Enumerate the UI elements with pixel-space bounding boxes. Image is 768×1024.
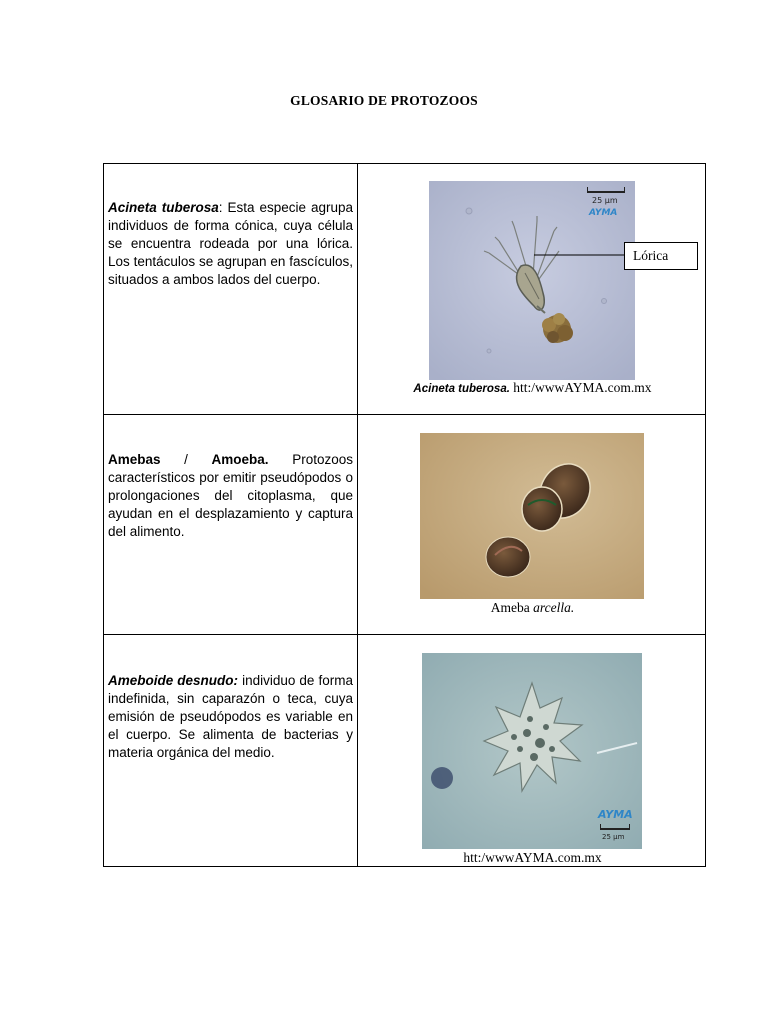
row-ameboide-description: [108, 672, 353, 762]
callout-line: [534, 249, 624, 259]
glossary-table: [103, 163, 706, 867]
term-acineta: Acineta tuberosa: [108, 200, 219, 215]
ayma-watermark: AYMA: [598, 808, 633, 821]
term-amebas: Amebas: [108, 452, 161, 467]
acineta-caption: Acineta tuberosa. htt:/wwwAYMA.com.mx: [413, 380, 652, 395]
page-title: GLOSARIO DE PROTOZOOS: [290, 93, 478, 108]
row-divider: [104, 414, 705, 415]
row-divider: [104, 634, 705, 635]
column-divider: [357, 164, 358, 866]
acineta-micrograph: [429, 181, 635, 380]
ameboide-caption: htt:/wwwAYMA.com.mx: [463, 850, 602, 865]
definition-text: Protozoos característicos por emitir pseudópodos o prolongaciones del citoplasma, que ayudan en el desplazamiento y captura del alimento.: [108, 452, 353, 539]
definition-text: individuo de forma indefinida, sin caparazón o teca, cuya emisión de pseudópodos es variable en el cuerpo. Se alimenta de bacterias y materia orgánica del medio.: [108, 673, 353, 760]
scale-label: 25 µm: [602, 833, 625, 841]
row-acineta-description: Acineta tuberosa: Esta especie agrupa individuos de forma cónica, cuya célula se encuentra rodeada por una lórica. Los tentáculos se agrupan en fascículos, situados a ambos lados del cuerpo.: [108, 200, 353, 287]
definition-text: Esta especie agrupa individuos de forma cónica, cuya célula se encuentra rodeada por una lórica. Los tentáculos se agrupan en fascículos, situados a ambos lados del cuerpo.: [108, 200, 353, 287]
term-amoeba: Amoeba.: [211, 452, 269, 467]
lorica-callout: Lórica: [624, 242, 698, 270]
ameba-caption: Ameba arcella.: [490, 600, 575, 615]
ameba-arcella-micrograph: [420, 433, 644, 599]
ameboide-micrograph: [422, 653, 642, 849]
ayma-watermark: AYMA: [589, 208, 618, 218]
scale-label: 25 µm: [592, 196, 618, 205]
row-amebas-description: Amebas / Amoeba. Protozoos característicos por emitir pseudópodos o prolongaciones del citoplasma, que ayudan en el desplazamiento y captura del alimento.: [108, 452, 353, 539]
term-ameboide: Ameboide desnudo:: [108, 673, 239, 688]
